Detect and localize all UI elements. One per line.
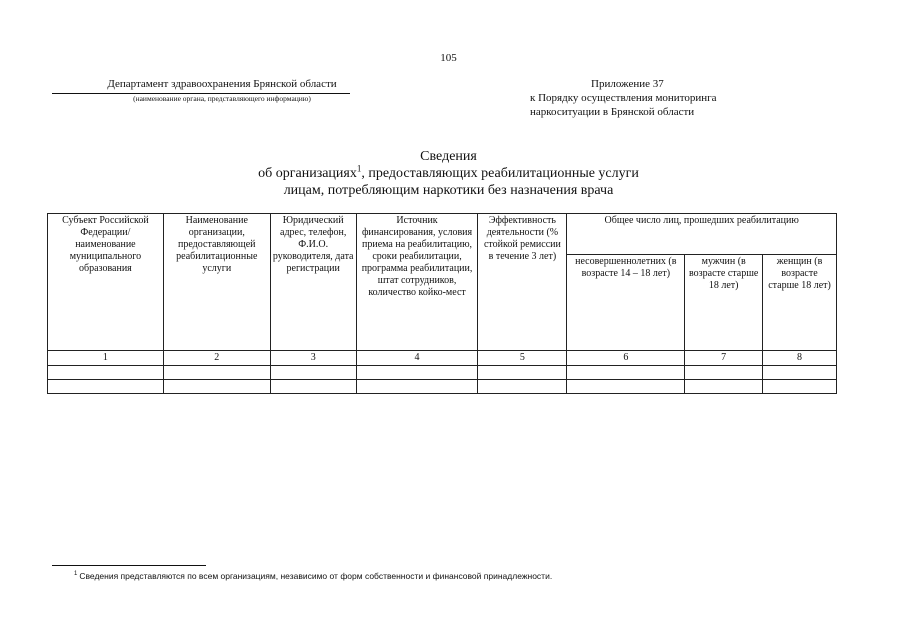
column-number: 8 [763, 351, 837, 366]
title-line-1: Сведения [420, 149, 477, 164]
table-cell [567, 366, 685, 380]
table-cell [163, 380, 270, 394]
title-line-2-end: , предоставляющих реабилитационные услуги [361, 166, 639, 181]
table-cell [685, 366, 763, 380]
table-cell [48, 380, 164, 394]
organization-name: Департамент здравоохранения Брянской области [107, 78, 337, 90]
footnote-text: Сведения представляются по всем организациям, независимо от форм собственности и финансовой принадлежности. [79, 571, 553, 581]
column-number: 2 [163, 351, 270, 366]
document-title [0, 148, 897, 199]
appendix-title: Приложение 37 [591, 78, 664, 90]
header-men: мужчин (в возрасте старше 18 лет) [685, 255, 763, 351]
footnote-reference: 1 [356, 163, 362, 174]
appendix-block [530, 77, 860, 119]
report-table [47, 213, 837, 394]
header-funding-source: Источник финансирования, условия приема на реабилитацию, сроки реабилитации, программа реабилитации, штат сотрудников, количество койко-мест [356, 214, 478, 351]
table-cell [163, 366, 270, 380]
title-line-3: лицам, потребляющим наркотики без назначения врача [283, 183, 614, 198]
footnote-separator [52, 565, 206, 566]
table-row [48, 380, 837, 394]
table-cell [48, 366, 164, 380]
header-row-1 [48, 214, 837, 255]
footnote-marker: 1 [74, 571, 78, 578]
organization-caption: (наименование органа, представляющего информацию) [133, 94, 311, 103]
column-number: 6 [567, 351, 685, 366]
appendix-line-1: к Порядку осуществления мониторинга [530, 92, 717, 104]
table-cell [356, 380, 478, 394]
header-minors: несовершеннолетних (в возрасте 14 – 18 лет) [567, 255, 685, 351]
header-legal-address: Юридический адрес, телефон, Ф.И.О. руководителя, дата регистрации [270, 214, 356, 351]
header-subject: Субъект Российской Федерации/ наименование муниципального образования [48, 214, 164, 351]
column-number: 4 [356, 351, 478, 366]
table-cell [478, 366, 567, 380]
appendix-line-2: наркоситуации в Брянской области [530, 106, 695, 118]
column-number: 3 [270, 351, 356, 366]
title-line-2-start: об организациях [258, 166, 357, 181]
table-cell [763, 366, 837, 380]
table-cell [478, 380, 567, 394]
page-number: 105 [440, 52, 457, 64]
column-number: 1 [48, 351, 164, 366]
header-total-rehabilitated: Общее число лиц, прошедших реабилитацию [567, 214, 837, 255]
title-line-2 [0, 165, 897, 182]
table-cell [270, 380, 356, 394]
table-cell [685, 380, 763, 394]
table-row [48, 366, 837, 380]
table-cell [356, 366, 478, 380]
column-number: 7 [685, 351, 763, 366]
table-cell [763, 380, 837, 394]
column-number: 5 [478, 351, 567, 366]
header-effectiveness: Эффективность деятельности (% стойкой ремиссии в течение 3 лет) [478, 214, 567, 351]
table-cell [567, 380, 685, 394]
footnote [74, 571, 552, 582]
header-organization-name: Наименование организации, предоставляющей реабилитационные услуги [163, 214, 270, 351]
organization-block [52, 77, 352, 104]
header-women: женщин (в возрасте старше 18 лет) [763, 255, 837, 351]
column-number-row [48, 351, 837, 366]
table-cell [270, 366, 356, 380]
